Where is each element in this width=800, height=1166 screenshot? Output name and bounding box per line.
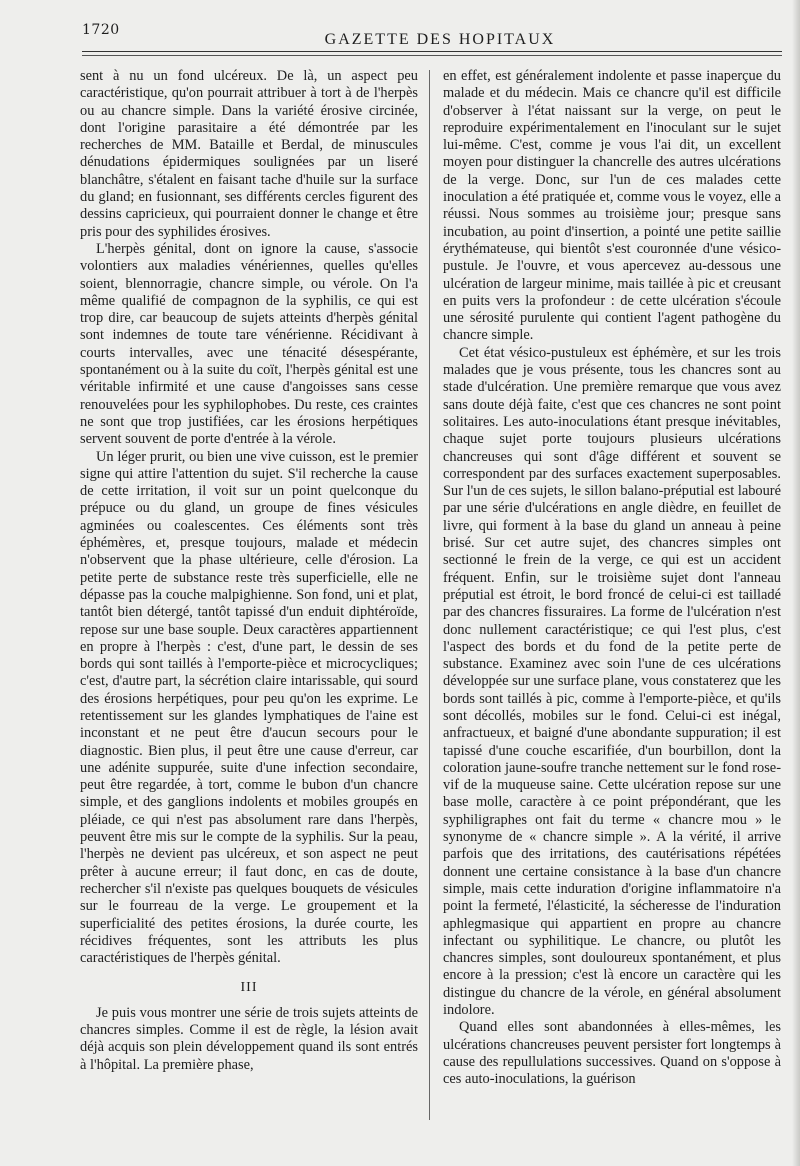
- left-paragraph-1: sent à nu un fond ulcéreux. De là, un aspect peu caractéristique, qu'on pourrait attribuer à tort à de l'herpès ou au chancre simple. Dans la variété érosive circinée, dont l'origine parasitaire a été démontrée par les recherches de MM. Bataille et Berdal, de minuscules dénudations épidermiques soulignées par un liseré blanchâtre, s'étalent en faisant tache d'huile sur la surface du gland; en fusionnant, ses différents cercles figurent des dessins capricieux, qui pourraient donner le change et être pris pour des syphilides érosives.: [80, 68, 418, 240]
- right-paragraph-3: Quand elles sont abandonnées à elles-mêmes, les ulcérations chancreuses peuvent persister fort longtemps à cause des repullulations successives. Quand on s'oppose à ces auto-inoculations, la guérison: [443, 1019, 781, 1088]
- page-number: 1720: [82, 22, 120, 38]
- column-divider: [429, 70, 430, 1120]
- left-paragraph-3: Un léger prurit, ou bien une vive cuisson, est le premier signe qui attire l'attention du sujet. S'il recherche la cause de cette irritation, il voit sur un point quelconque du prépuce ou du gland, un groupe de fines vésicules agminées ou coalescentes. Ces éléments sont très éphémères, et, presque toujours, malade et médecin n'observent que la phase ultérieure, celle d'érosion. La petite perte de substance reste très superficielle, elle ne dépasse pas la couche malpighienne. Son fond, uni et plat, tantôt bien détergé, tantôt tapissé d'un enduit diphtéroïde, repose sur une base souple. Deux caractères appartiennent en propre à l'herpès : c'est, d'une part, le dessin de ses bords qui sont taillés à l'emporte-pièce et microcycliques; c'est, d'autre part, la sécrétion claire intarissable, qui sourd des érosions herpétiques, pour peu qu'on les exprime. Le retentissement sur les glandes lymphatiques de l'aine est inconstant et ne peut être d'aucun secours pour le diagnostic. Bien plus, il peut être une cause d'erreur, car une adénite suppurée, suite d'une infection secondaire, peut être regardée, à tort, comme le bubon d'un chancre simple, et des ganglions indolents et mobiles groupés en pléiade, ce qui n'est pas absolument rare dans l'herpès, peuvent être mis sur le compte de la syphilis. Sur la peau, l'herpès ne devient pas ulcéreux, et son aspect ne peut prêter à aucune erreur; il faut donc, en cas de doute, rechercher s'il n'existe pas quelques bouquets de vésicules sur le fourreau de la verge. Le groupement et la superficialité des petites érosions, la durée courte, les récidives fréquentes, sont les attributs les plus caractéristiques de l'herpès génital.: [80, 448, 418, 967]
- page-edge-shadow: [792, 0, 800, 1166]
- left-paragraph-2: L'herpès génital, dont on ignore la cause, s'associe volontiers aux maladies vénériennes, quelles qu'elles soient, blennorragie, chancre simple, ou vérole. On l'a même qualifié de compagnon de la syphilis, ce qui est trop dire, car beaucoup de sujets atteints d'herpès génital sont indemnes de toute tare vénérienne. Récidivant à courts intervalles, avec une ténacité désespérante, spontanément ou à la suite du coït, l'herpès génital est une véritable infirmité et une cause d'angoisses sans cesse renouvelées pour les syphilophobes. Du reste, ces craintes ne sont que trop justifiées, car les érosions herpétiques servent souvent de porte d'entrée à la vérole.: [80, 240, 418, 448]
- right-paragraph-1: en effet, est généralement indolente et passe inaperçue du malade et du médecin. Mais ce chancre qu'il est difficile d'observer à l'état naissant sur la verge, on peut le reproduire expérimentalement en l'inoculant sur le sujet lui-même. C'est, comme je vous l'ai dit, un excellent moyen pour distinguer la chancrelle des autres ulcérations de la verge. Donc, sur l'un de ces malades cette inoculation a été pratiquée et, comme vous le voyez, elle a réussi. Nous sommes au troisième jour; presque sans incubation, au point d'insertion, a pointé une petite saillie érythémateuse, qui bientôt s'est couronnée d'une vésico-pustule. Je l'ouvre, et vous apercevez au-dessous une ulcération de largeur minime, mais taillée à pic et creusant en puits vers la profondeur : de cette ulcération s'écoule une sérosité purulente qui contient l'agent pathogène du chancre simple.: [443, 68, 781, 344]
- right-paragraph-2: Cet état vésico-pustuleux est éphémère, et sur les trois malades que je vous présente, tous les chancres sont au stade d'ulcération. Une première remarque que vous avez sans doute déjà faite, c'est que ces chancres ne sont point solitaires. Les auto-inoculations étant presque inévitables, chaque sujet porte toujours plusieurs ulcérations chancreuses qui sont d'âge différent et souvent se correspondent par des surfaces exactement superposables. Sur l'un de ces sujets, le sillon balano-préputial est labouré par une série d'ulcérations en angle dièdre, en feuillet de livre, qui forment à la base du gland un anneau à peine brisé. Sur cet autre sujet, des chancres simples ont sectionné le frein de la verge, ce qui est un accident fréquent. Enfin, sur le troisième sujet dont l'anneau préputial est étroit, le bord froncé de celui-ci est tailladé par des chancres fissuraires. La forme de l'ulcération n'est donc nullement caractéristique; ce qui l'est plus, c'est l'aspect des bords et du fond de la petite perte de substance. Examinez avec soin l'une de ces ulcérations développée sur une surface plane, vous constaterez que les bords sont taillés à pic, comme à l'emporte-pièce, et qu'ils sont décollés, mobiles sur le fond. Celui-ci est inégal, anfractueux, et baigné d'une abondante suppuration; il est tapissé d'une couche escarifiée, d'un bourbillon, dont la coloration jaune-soufre tranche nettement sur le fond rose-vif de la muqueuse saine. Cette ulcération repose sur une base molle, caractère à ce point prépondérant, que les syphiligraphes ont fait du terme « chancre mou » le synonyme de « chancre simple ». A la vérité, il arrive parfois que des irritations, des cautérisations répétées donnent une certaine consistance à la base d'un chancre simple, mais cette induration d'origine inflammatoire n'a point la fermeté, l'élasticité, la sécheresse de l'induration aphlegmasique qui appartient en propre au chancre infectant ou syphilitique. Le chancre, ou plutôt les chancres simples, sont douloureux spontanément, et plus encore à la pression; c'est là encore un caractère qui les distingue du chancre de la vérole, en général absolument indolore.: [443, 344, 781, 1019]
- left-column: [80, 68, 418, 1074]
- left-paragraph-4: Je puis vous montrer une série de trois sujets atteints de chancres simples. Comme il est de règle, la lésion avait déjà acquis son plein développement quand ils sont entrés à l'hôpital. La première phase,: [80, 1004, 418, 1073]
- header-rule: [82, 51, 782, 52]
- section-heading: III: [240, 980, 258, 996]
- running-title: GAZETTE DES HOPITAUX: [324, 31, 556, 48]
- right-column: [443, 68, 781, 1089]
- header-rule-thin: [82, 55, 782, 56]
